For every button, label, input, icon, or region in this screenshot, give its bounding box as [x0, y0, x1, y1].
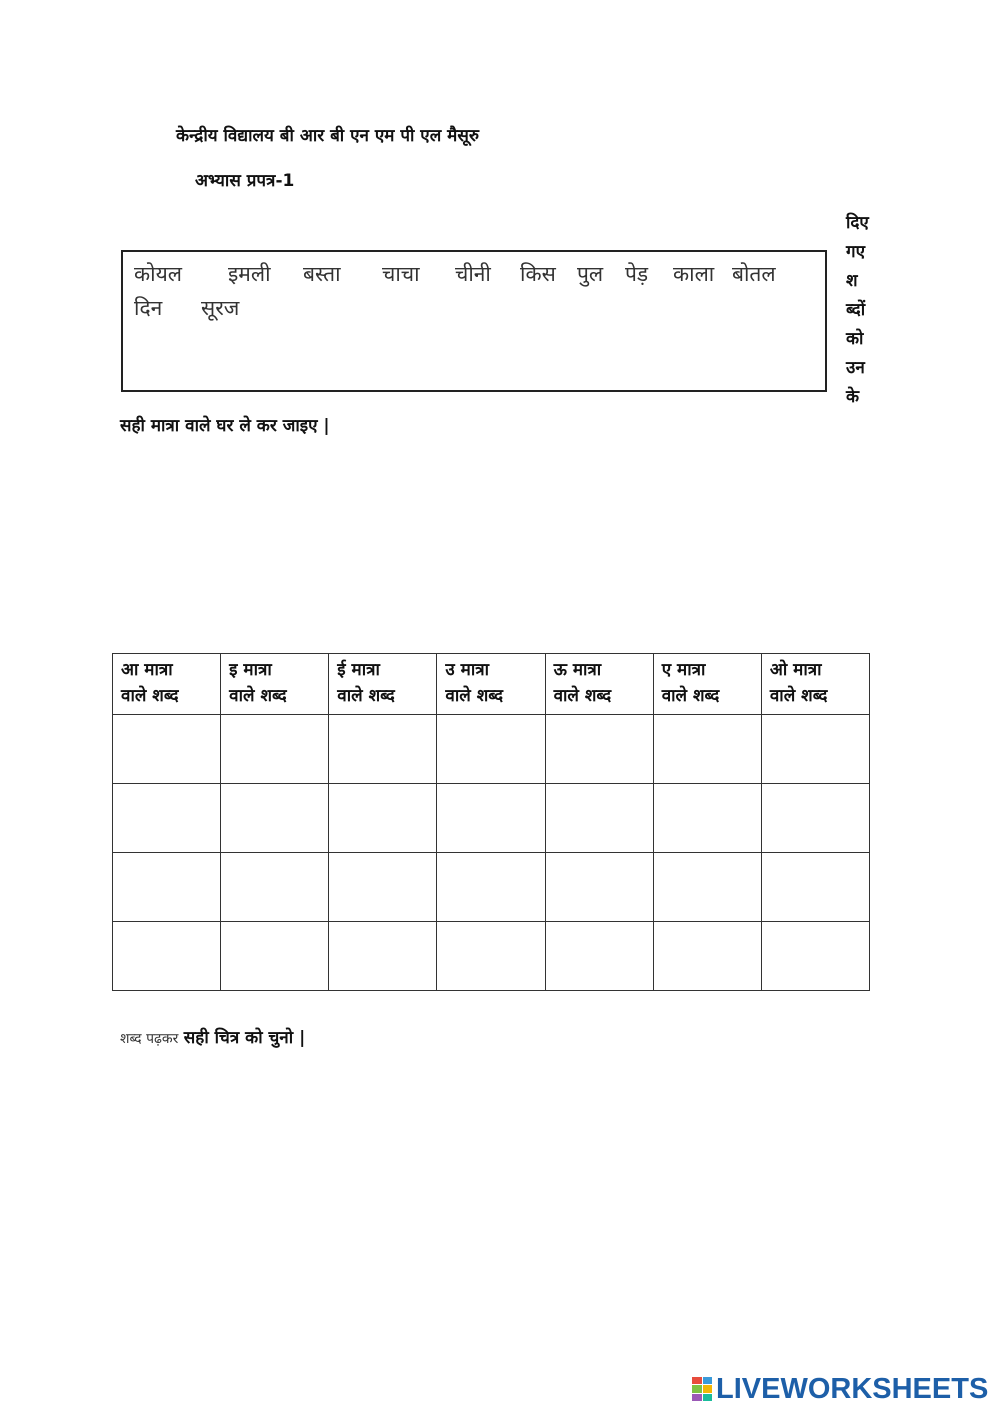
word-item[interactable]: दिन: [134, 296, 163, 320]
table-row: [113, 784, 870, 853]
drop-cell[interactable]: [329, 715, 437, 784]
header-e-matra: ए मात्रा वाले शब्द: [653, 654, 761, 715]
header-o-matra: ओ मात्रा वाले शब्द: [761, 654, 869, 715]
word-item[interactable]: बोतल: [732, 262, 776, 286]
drop-cell[interactable]: [761, 784, 869, 853]
drop-cell[interactable]: [437, 853, 545, 922]
drop-cell[interactable]: [761, 922, 869, 991]
drop-cell[interactable]: [653, 784, 761, 853]
header-aa-matra: आ मात्रा वाले शब्द: [113, 654, 221, 715]
table-row: [113, 853, 870, 922]
table-header-row: [113, 654, 870, 715]
choose-picture-instruction: [120, 1025, 305, 1048]
word-item[interactable]: पुल: [577, 262, 604, 286]
word-item[interactable]: किस: [520, 262, 556, 286]
drop-cell[interactable]: [113, 853, 221, 922]
drop-cell[interactable]: [113, 784, 221, 853]
drop-cell[interactable]: [329, 853, 437, 922]
sheet-title: अभ्यास प्रपत्र-1: [195, 171, 295, 191]
table-row: [113, 715, 870, 784]
drop-cell[interactable]: [653, 922, 761, 991]
word-item[interactable]: चाचा: [382, 262, 420, 286]
drop-cell[interactable]: [113, 715, 221, 784]
side-text-part: श: [846, 271, 858, 291]
drop-cell[interactable]: [545, 715, 653, 784]
word-item[interactable]: चीनी: [455, 262, 491, 286]
drop-cell[interactable]: [761, 853, 869, 922]
choose-line-light: शब्द पढ़कर: [120, 1031, 179, 1047]
word-item[interactable]: पेड़: [625, 262, 649, 286]
drop-cell[interactable]: [221, 922, 329, 991]
drop-cell[interactable]: [761, 715, 869, 784]
logo-text: LIVEWORKSHEETS: [716, 1372, 989, 1405]
word-item[interactable]: कोयल: [134, 262, 182, 286]
side-text-part: के: [846, 387, 860, 407]
drop-cell[interactable]: [329, 784, 437, 853]
school-name: केन्द्रीय विद्यालय बी आर बी एन एम पी एल मैसूरु: [176, 126, 479, 146]
word-item[interactable]: काला: [673, 262, 715, 286]
drop-cell[interactable]: [329, 922, 437, 991]
word-item[interactable]: इमली: [228, 262, 271, 286]
drop-cell[interactable]: [653, 853, 761, 922]
instruction-text: सही मात्रा वाले घर ले कर जाइए |: [120, 416, 330, 436]
header-i-matra: इ मात्रा वाले शब्द: [221, 654, 329, 715]
drop-cell[interactable]: [221, 715, 329, 784]
drop-cell[interactable]: [545, 853, 653, 922]
drop-cell[interactable]: [545, 784, 653, 853]
side-text-part: ब्दों: [846, 300, 866, 320]
drop-cell[interactable]: [221, 784, 329, 853]
side-text-part: उन: [846, 358, 865, 378]
word-item[interactable]: सूरज: [201, 296, 240, 320]
drop-cell[interactable]: [113, 922, 221, 991]
drop-cell[interactable]: [221, 853, 329, 922]
side-instruction: [846, 209, 886, 412]
side-text-part: दिए: [846, 213, 869, 233]
liveworksheets-logo-icon: [692, 1377, 712, 1401]
matra-table: [112, 653, 870, 991]
word-box: [121, 250, 827, 392]
table-row: [113, 922, 870, 991]
header-u-matra: उ मात्रा वाले शब्द: [437, 654, 545, 715]
drop-cell[interactable]: [653, 715, 761, 784]
choose-line-bold: सही चित्र को चुनो |: [183, 1028, 306, 1048]
side-text-part: गए: [846, 242, 865, 262]
side-text-part: को: [846, 329, 864, 349]
drop-cell[interactable]: [545, 922, 653, 991]
header-ii-matra: ई मात्रा वाले शब्द: [329, 654, 437, 715]
drop-cell[interactable]: [437, 784, 545, 853]
header-uu-matra: ऊ मात्रा वाले शब्द: [545, 654, 653, 715]
word-item[interactable]: बस्ता: [303, 262, 341, 286]
drop-cell[interactable]: [437, 715, 545, 784]
liveworksheets-logo[interactable]: [692, 1374, 988, 1404]
drop-cell[interactable]: [437, 922, 545, 991]
